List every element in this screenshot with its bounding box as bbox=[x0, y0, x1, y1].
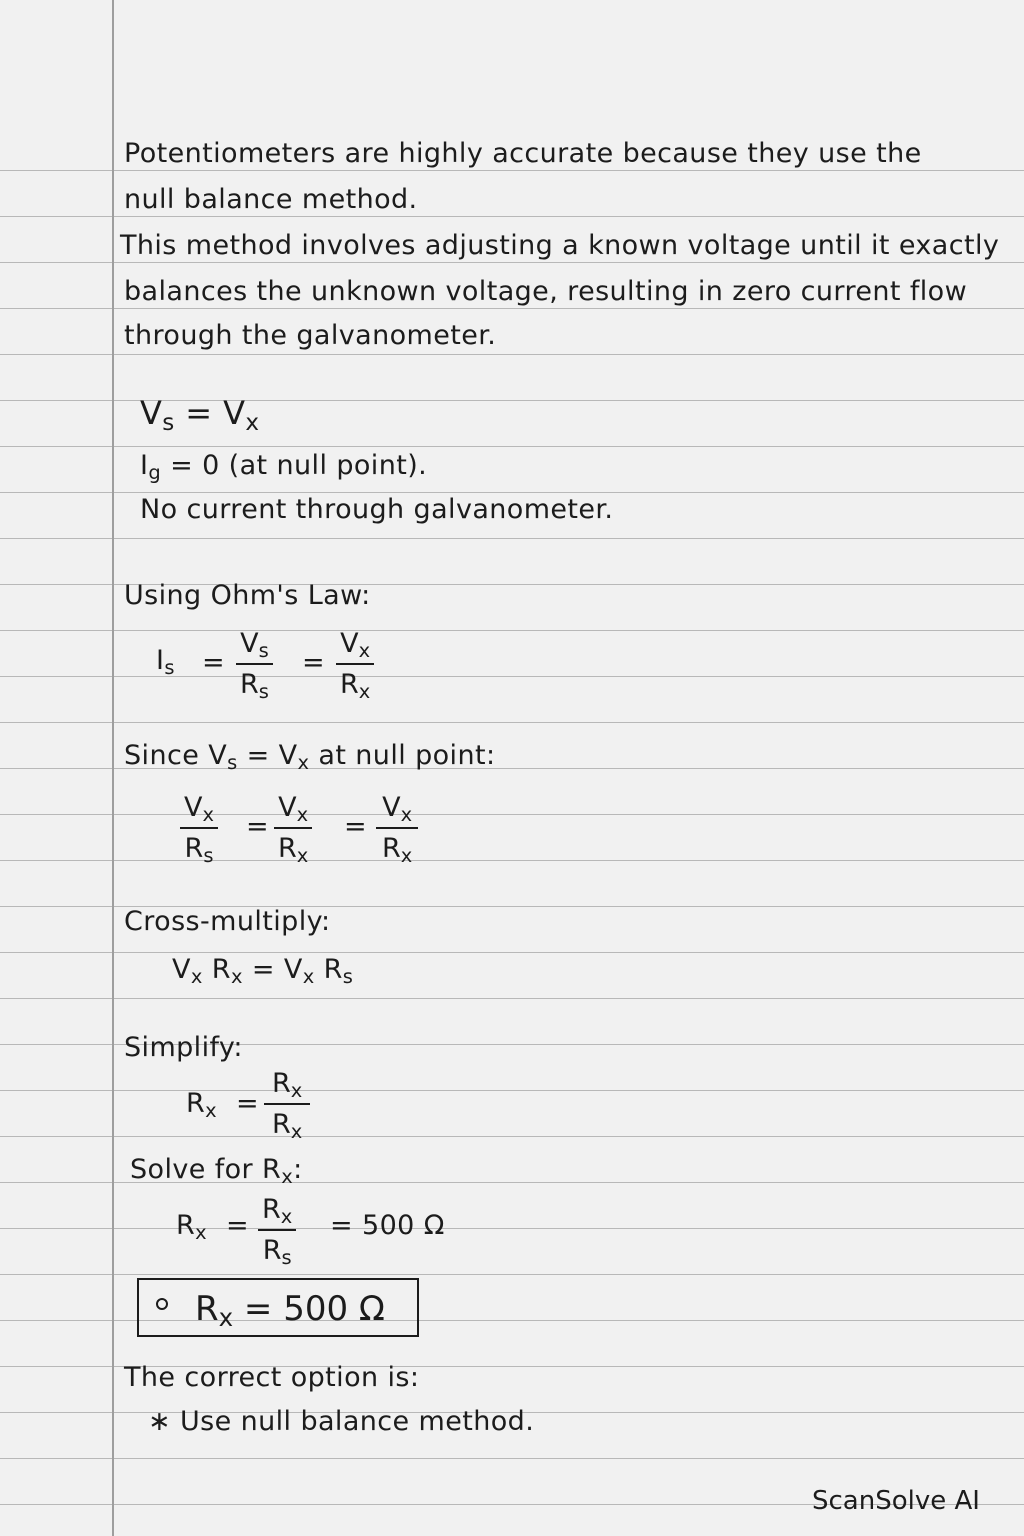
simplify-lhs: $R_x$ bbox=[186, 1088, 218, 1122]
since-fraction-3: $V_x$ $R_x$ bbox=[378, 792, 416, 864]
intro-line-2: null balance method. bbox=[124, 184, 418, 215]
solve-fraction: $R_x$ $R_s$ bbox=[258, 1194, 296, 1266]
simplify-heading: Simplify: bbox=[124, 1032, 243, 1063]
solve-heading: Solve for $R_x$: bbox=[130, 1154, 303, 1188]
simplify-equals: = bbox=[236, 1088, 259, 1119]
ohm-equals-1: = bbox=[202, 647, 225, 678]
intro-line-5: through the galvanometer. bbox=[124, 320, 497, 351]
ohms-law-heading: Using Ohm's Law: bbox=[124, 580, 371, 611]
answer-equation: $R_x = 500$ Ω bbox=[195, 1289, 385, 1333]
intro-line-3: This method involves adjusting a known voltage until it exactly bbox=[120, 230, 1000, 261]
since-fraction-1: $V_x$ $R_s$ bbox=[180, 792, 218, 864]
no-current-note: No current through galvanometer. bbox=[140, 494, 614, 525]
since-fraction-2: $V_x$ $R_x$ bbox=[274, 792, 312, 864]
ohm-fraction-1: $V_s$ $R_s$ bbox=[236, 628, 273, 700]
since-equals-1: = bbox=[246, 811, 269, 842]
since-heading: Since $V_s = V_x$ at null point: bbox=[124, 740, 496, 774]
ohm-equals-2: = bbox=[302, 647, 325, 678]
cross-multiply-heading: Cross-multiply: bbox=[124, 906, 331, 937]
intro-line-1: Potentiometers are highly accurate because they use the bbox=[124, 138, 922, 169]
since-equals-2: = bbox=[344, 811, 367, 842]
ohm-fraction-2: $V_x$ $R_x$ bbox=[336, 628, 374, 700]
margin-line bbox=[112, 0, 114, 1536]
brand-watermark: ScanSolve AI bbox=[812, 1486, 980, 1516]
bullet-icon bbox=[156, 1298, 168, 1310]
ohm-lhs: $I_s$ bbox=[156, 645, 175, 679]
equation-ig-zero: $I_g = 0$ (at null point). bbox=[140, 450, 428, 484]
solve-lhs: $R_x$ bbox=[176, 1210, 208, 1244]
solve-result: 500 Ω bbox=[362, 1210, 445, 1241]
intro-line-4: balances the unknown voltage, resulting in zero current flow bbox=[124, 276, 968, 307]
solve-equals-1: = bbox=[226, 1210, 249, 1241]
solve-equals-2: = bbox=[330, 1210, 353, 1241]
simplify-fraction: $R_x$ $R_x$ bbox=[268, 1068, 306, 1140]
equation-vs-equals-vx: $V_s = V_x$ bbox=[140, 394, 260, 436]
cross-multiply-equation: $V_x$ $R_x = V_x$ $R_s$ bbox=[172, 954, 354, 988]
conclusion-option: ∗ Use null balance method. bbox=[148, 1406, 535, 1437]
conclusion-heading: The correct option is: bbox=[124, 1362, 420, 1393]
answer-box bbox=[137, 1278, 419, 1337]
